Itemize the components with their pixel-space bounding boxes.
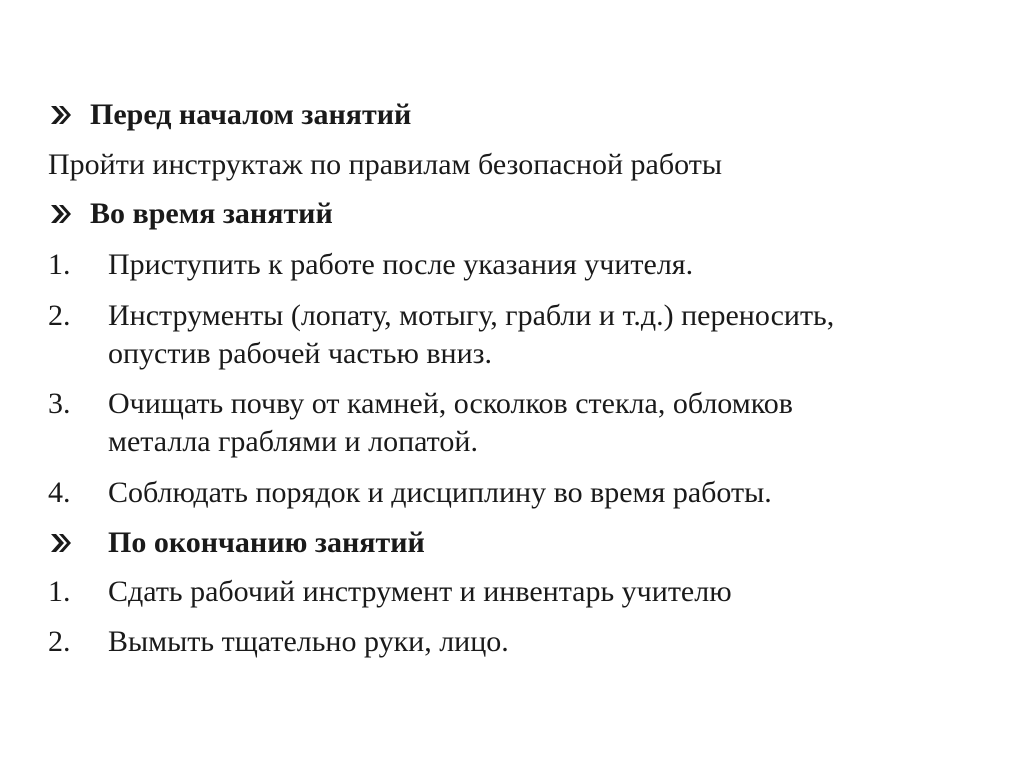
list-item-text: Инструменты (лопату, мотыгу, грабли и т.д.) переносить, xyxy=(108,299,835,332)
heading-before-label: Перед началом занятий xyxy=(90,98,412,131)
list-item-text: опустив рабочей частью вниз. xyxy=(108,337,493,370)
list-item-number: 2. xyxy=(48,625,71,658)
list-item-text: Соблюдать порядок и дисциплину во время работы. xyxy=(108,476,772,509)
list-item-text: Сдать рабочий инструмент и инвентарь учителю xyxy=(108,575,732,608)
list-item-number: 2. xyxy=(48,299,71,332)
list-item-text: Очищать почву от камней, осколков стекла, обломков xyxy=(108,387,793,420)
arrow-check-bullet-icon xyxy=(48,196,78,232)
list-item-text: Вымыть тщательно руки, лицо. xyxy=(108,625,509,658)
list-item-text: Приступить к работе после указания учителя. xyxy=(108,248,694,281)
list-item-number: 4. xyxy=(48,476,71,509)
heading-after-label: По окончанию занятий xyxy=(108,526,425,559)
list-item-number: 1. xyxy=(48,248,71,281)
list-item-number: 1. xyxy=(48,575,71,608)
instruction-label: Пройти инструктаж по правилам безопасной работы xyxy=(48,148,722,181)
heading-during-label: Во время занятий xyxy=(90,197,333,230)
list-item-number: 3. xyxy=(48,387,71,420)
arrow-check-bullet-icon xyxy=(48,97,78,133)
arrow-check-bullet-icon xyxy=(48,525,78,561)
list-item-text: металла граблями и лопатой. xyxy=(108,425,478,458)
